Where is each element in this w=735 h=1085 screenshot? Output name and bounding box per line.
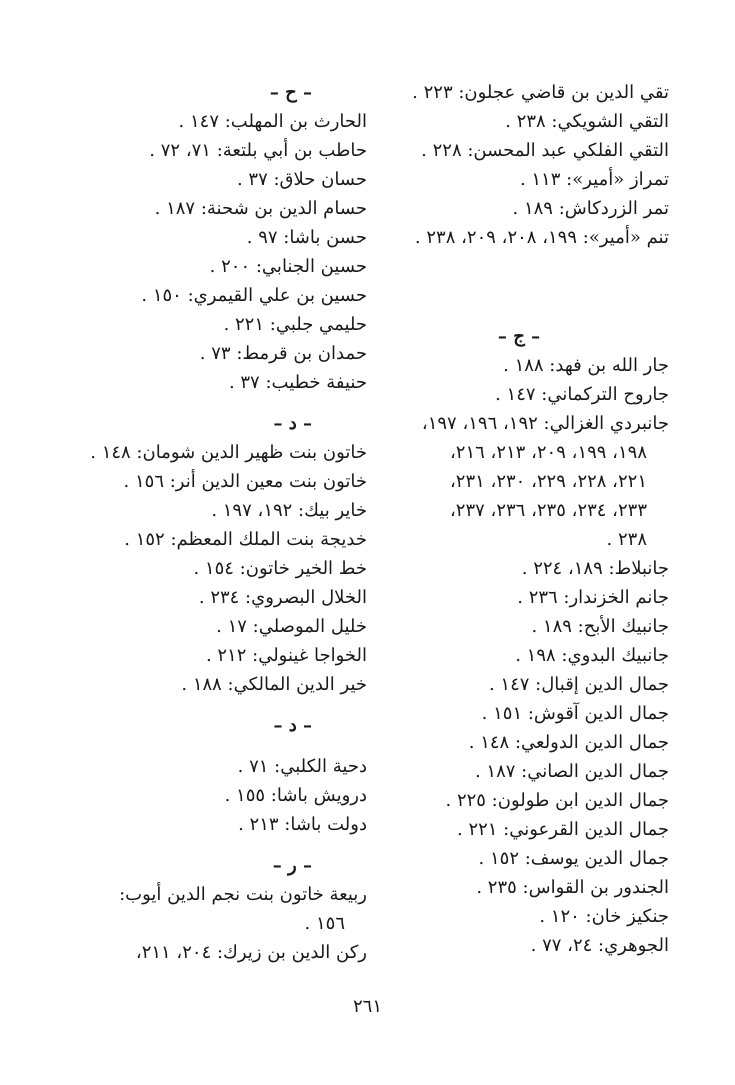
index-entry: خير الدين المالكي: ١٨٨ . (181, 674, 367, 695)
section-heading: – د – (273, 413, 312, 434)
index-entry: خط الخير خاتون: ١٥٤ . (193, 558, 367, 579)
index-entry: حسين بن علي القيمري: ١٥٠ . (141, 285, 367, 306)
left-column (90, 78, 367, 967)
index-entry: جاروح التركماني: ١٤٧ . (495, 384, 669, 405)
index-entry: تنم «أمير»: ١٩٩، ٢٠٨، ٢٠٩، ٢٣٨ . (414, 227, 669, 248)
index-entry: جانبردي الغزالي: ١٩٢، ١٩٦، ١٩٧، (421, 413, 669, 434)
index-entry: تمراز «أمير»: ١١٣ . (519, 169, 669, 190)
index-entry: الخواجا غينولي: ٢١٢ . (205, 645, 367, 666)
section-heading: – ح – (269, 82, 312, 103)
section-h (117, 78, 367, 397)
index-entry: جمال الدين آقوش: ١٥١ . (481, 703, 669, 724)
section-r (117, 851, 367, 967)
index-entry: جمال الدين الصاني: ١٨٧ . (474, 761, 669, 782)
page-number: ٢٦١ (352, 996, 382, 1017)
index-entry: الجوهري: ٢٤، ٧٧ . (530, 935, 669, 956)
section-t (369, 78, 669, 252)
index-entry: جمال الدين يوسف: ١٥٢ . (478, 848, 669, 869)
index-entry: جمال الدين إقبال: ١٤٧ . (488, 674, 669, 695)
section-heading: – ج – (497, 326, 541, 347)
index-entry-continued: ٢٢١، ٢٢٨، ٢٢٩، ٢٣٠، ٢٣١، (449, 471, 647, 492)
index-entry: حسن باشا: ٩٧ . (246, 227, 367, 248)
index-entry-continued: ٢٣٣، ٢٣٤، ٢٣٥، ٢٣٦، ٢٣٧، (449, 500, 647, 521)
index-entry: الحارث بن المهلب: ١٤٧ . (178, 111, 367, 132)
section-heading: – د – (273, 715, 312, 736)
index-entry: دحية الكلبي: ٧١ . (237, 756, 367, 777)
index-entry: الجندور بن القواس: ٢٣٥ . (476, 877, 669, 898)
index-entry: جانبيك الأبح: ١٨٩ . (531, 616, 669, 637)
index-entry: خاتون بنت معين الدين أنر: ١٥٦ . (123, 471, 367, 492)
index-entry: دولت باشا: ٢١٣ . (238, 814, 367, 835)
index-entry: خليل الموصلي: ١٧ . (216, 616, 367, 637)
section-j (369, 322, 669, 960)
index-entry-continued: ٢٣٨ . (606, 529, 647, 550)
index-entry: تقي الدين بن قاضي عجلون: ٢٢٣ . (412, 82, 669, 103)
index-entry: تمر الزردكاش: ١٨٩ . (512, 198, 669, 219)
index-entry: جانم الخزندار: ٢٣٦ . (517, 587, 669, 608)
right-column (369, 78, 669, 960)
index-entry: جمال الدين ابن طولون: ٢٢٥ . (445, 790, 669, 811)
index-entry: حاطب بن أبي بلتعة: ٧١، ٧٢ . (149, 140, 367, 161)
index-entry: جانبلاط: ١٨٩، ٢٢٤ . (521, 558, 669, 579)
index-entry: خاير بيك: ١٩٢، ١٩٧ . (211, 500, 367, 521)
index-entry: حسان حلاق: ٣٧ . (236, 169, 367, 190)
index-entry: التقي الفلكي عبد المحسن: ٢٢٨ . (421, 140, 669, 161)
index-entry: ركن الدين بن زيرك: ٢٠٤، ٢١١، (135, 942, 367, 963)
index-entry: خديجة بنت الملك المعظم: ١٥٢ . (124, 529, 367, 550)
index-entry: جار الله بن فهد: ١٨٨ . (503, 355, 669, 376)
index-entry: درويش باشا: ١٥٥ . (224, 785, 367, 806)
index-entry: جمال الدين الدولعي: ١٤٨ . (468, 732, 669, 753)
index-entry-continued: ١٩٨، ١٩٩، ٢٠٩، ٢١٣، ٢١٦، (449, 442, 647, 463)
index-entry: حسين الجنابي: ٢٠٠ . (209, 256, 367, 277)
index-entry: حليمي جلبي: ٢٢١ . (223, 314, 367, 335)
index-entry: خاتون بنت ظهير الدين شومان: ١٤٨ . (90, 442, 367, 463)
section-kh (90, 409, 367, 699)
index-entry: جنكيز خان: ١٢٠ . (539, 906, 669, 927)
index-entry: جمال الدين القرعوني: ٢٢١ . (456, 819, 669, 840)
index-entry-continued: ١٥٦ . (304, 913, 345, 934)
section-d (117, 711, 367, 839)
index-entry: ربيعة خاتون بنت نجم الدين أيوب: (119, 884, 367, 905)
index-entry: التقي الشويكي: ٢٣٨ . (505, 111, 669, 132)
index-entry: حنيفة خطيب: ٣٧ . (228, 372, 367, 393)
index-entry: جانبيك البدوي: ١٩٨ . (515, 645, 669, 666)
index-entry: الخلال البصروي: ٢٣٤ . (198, 587, 367, 608)
index-entry: حمدان بن قرمط: ٧٣ . (199, 343, 367, 364)
section-heading: – ر – (272, 855, 312, 876)
index-entry: حسام الدين بن شحنة: ١٨٧ . (154, 198, 367, 219)
